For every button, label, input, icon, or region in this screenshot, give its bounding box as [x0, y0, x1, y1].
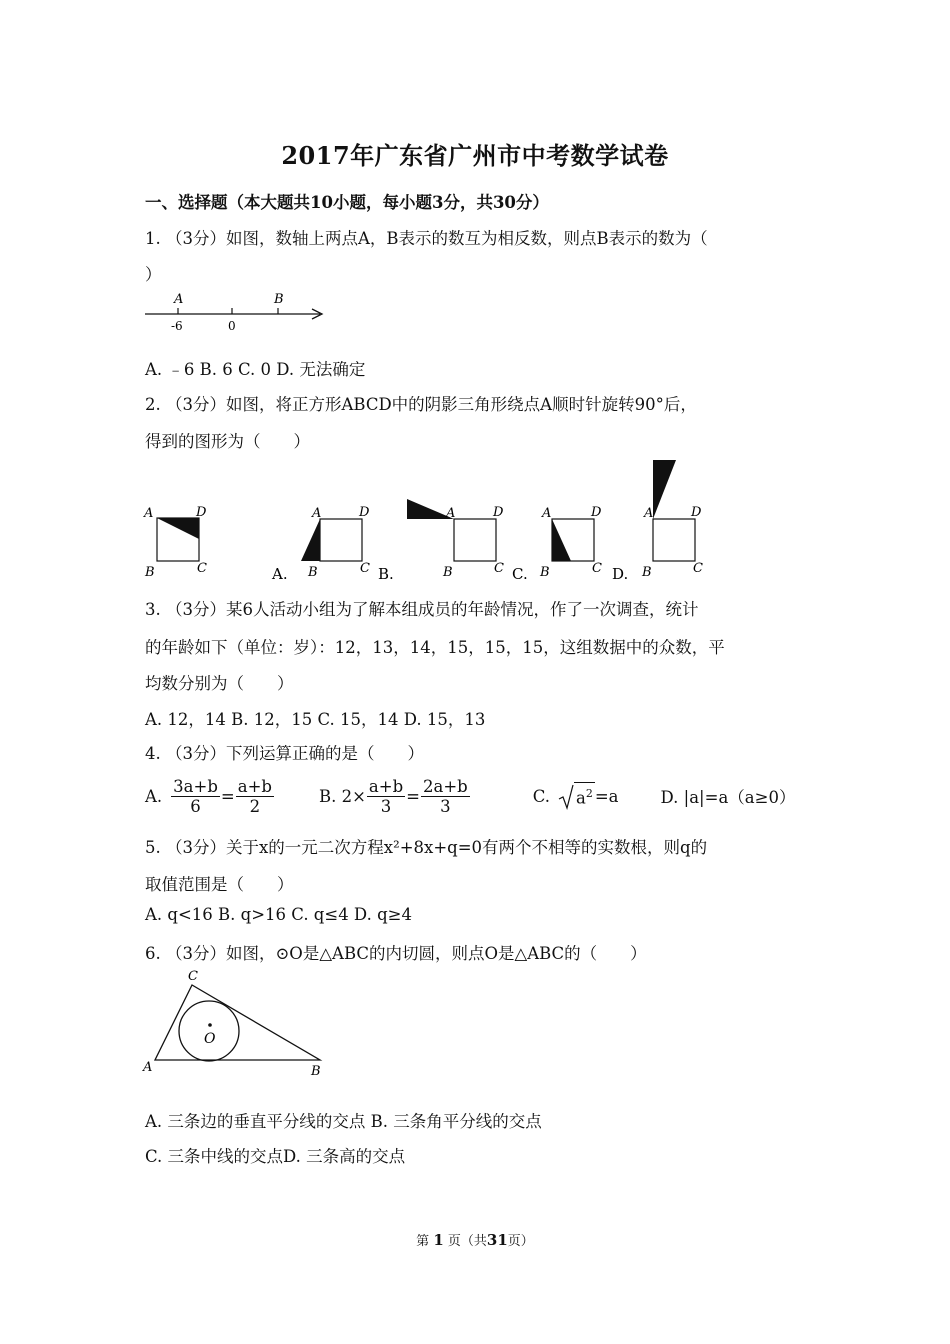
q4-stem: 4. （3分）下列运算正确的是（ ）: [145, 744, 424, 763]
section-heading: 一、选择题（本大题共10小题，每小题3分，共30分）: [145, 193, 549, 212]
label-a: A: [644, 506, 654, 521]
q3-stem-line1: 3. （3分）某6人活动小组为了解本组成员的年龄情况，作了一次调查，统计: [145, 600, 699, 619]
option-c-label: C.: [512, 565, 528, 583]
tick-label-minus6: -6: [171, 319, 183, 333]
option-a-square: [320, 519, 362, 561]
option-b-square: [454, 519, 496, 561]
center-point: [208, 1023, 212, 1027]
label-c: C: [494, 561, 504, 576]
fraction: $\frac{2a+b}{3}$: [422, 776, 468, 816]
current-page-number: 1: [433, 1231, 444, 1249]
q4-option-b-label: B. 2×: [318, 786, 366, 806]
q5-stem-line1: 5. （3分）关于x的一元二次方程x²+8x+q=0有两个不相等的实数根，则q的: [145, 838, 708, 857]
center-o-label: O: [204, 1031, 216, 1047]
label-b: B: [443, 565, 453, 580]
point-a-label: A: [174, 292, 184, 307]
q2-squares-figure: [140, 455, 720, 585]
option-b-label: B.: [378, 565, 394, 583]
label-c: C: [592, 561, 602, 576]
sqrt-sign-icon: [558, 784, 574, 810]
label-a: A: [312, 506, 322, 521]
page-title: 2017年广东省广州市中考数学试卷: [281, 141, 669, 170]
vertex-a-label: A: [143, 1060, 153, 1075]
vertex-c-label: C: [188, 969, 198, 984]
label-c: C: [693, 561, 703, 576]
q1-stem-line2: ）: [145, 265, 162, 284]
q4-option-a-label: A.: [145, 786, 163, 806]
label-d: D: [493, 505, 504, 520]
q2-stem-line2: 得到的图形为（ ）: [145, 432, 310, 451]
q1-options: A. ﹣6 B. 6 C. 0 D. 无法确定: [145, 360, 366, 379]
option-a-label: A.: [272, 565, 288, 583]
label-a: A: [144, 506, 154, 521]
option-d-label: D.: [612, 565, 629, 583]
option-d-triangle: [653, 460, 676, 519]
q3-stem-line2: 的年龄如下（单位：岁）：12，13，14，15，15，15，这组数据中的众数，平: [145, 638, 725, 657]
q2-stem-line1: 2. （3分）如图，将正方形ABCD中的阴影三角形绕点A顺时针旋转90°后，: [145, 395, 697, 414]
q1-stem-line1: 1. （3分）如图，数轴上两点A，B表示的数互为相反数，则点B表示的数为（: [145, 229, 708, 248]
label-d: D: [691, 505, 702, 520]
q6-options-line2: C. 三条中线的交点D. 三条高的交点: [145, 1147, 406, 1166]
q5-options: A. q<16 B. q>16 C. q≤4 D. q≥4: [145, 905, 412, 924]
label-c: C: [360, 561, 370, 576]
q3-stem-line3: 均数分别为（ ）: [145, 674, 294, 693]
q3-options: A. 12，14 B. 12，15 C. 15，14 D. 15，13: [145, 710, 486, 729]
label-b: B: [540, 565, 550, 580]
fraction: $\frac{a+b}{3}$: [368, 776, 404, 816]
q4-option-d: D. |a|=a（a≥0）: [660, 788, 796, 807]
label-d: D: [196, 505, 207, 520]
option-a-triangle: [301, 519, 320, 561]
option-d-square: [653, 519, 695, 561]
page-footer: 第 1 页（共31页）: [416, 1231, 534, 1249]
sqrt-expression: $a^2$: [558, 782, 595, 810]
label-b: B: [145, 565, 155, 580]
option-c-triangle: [552, 519, 571, 561]
q6-options-line1: A. 三条边的垂直平分线的交点 B. 三条角平分线的交点: [145, 1112, 542, 1131]
q6-stem: 6. （3分）如图，⊙O是△ABC的内切圆，则点O是△ABC的（ ）: [145, 944, 647, 963]
tick-label-zero: 0: [228, 319, 236, 333]
q4-option-c-label: C.: [532, 786, 551, 806]
q4-options-row: A. $\frac{3a+b}{6}$ = $\frac{a+b}{2}$ B. 2× $\frac{a+b}{3}$ = $\frac{2a+b}{3}$ C. $a^2$ =a D. |a|=a（a≥0）: [145, 776, 796, 816]
label-d: D: [591, 505, 602, 520]
q1-number-line-figure: [140, 288, 330, 336]
label-a: A: [446, 506, 456, 521]
label-c: C: [197, 561, 207, 576]
label-b: B: [308, 565, 318, 580]
q5-stem-line2: 取值范围是（ ）: [145, 875, 294, 894]
vertex-b-label: B: [311, 1064, 321, 1079]
label-a: A: [542, 506, 552, 521]
q6-triangle-incircle-figure: [140, 965, 340, 1080]
original-shaded-triangle: [157, 518, 199, 539]
total-page-count: 31: [486, 1231, 508, 1249]
fraction: $\frac{a+b}{2}$: [237, 776, 272, 816]
point-b-label: B: [274, 292, 284, 307]
fraction: $\frac{3a+b}{6}$: [173, 776, 218, 816]
label-d: D: [359, 505, 370, 520]
label-b: B: [642, 565, 652, 580]
